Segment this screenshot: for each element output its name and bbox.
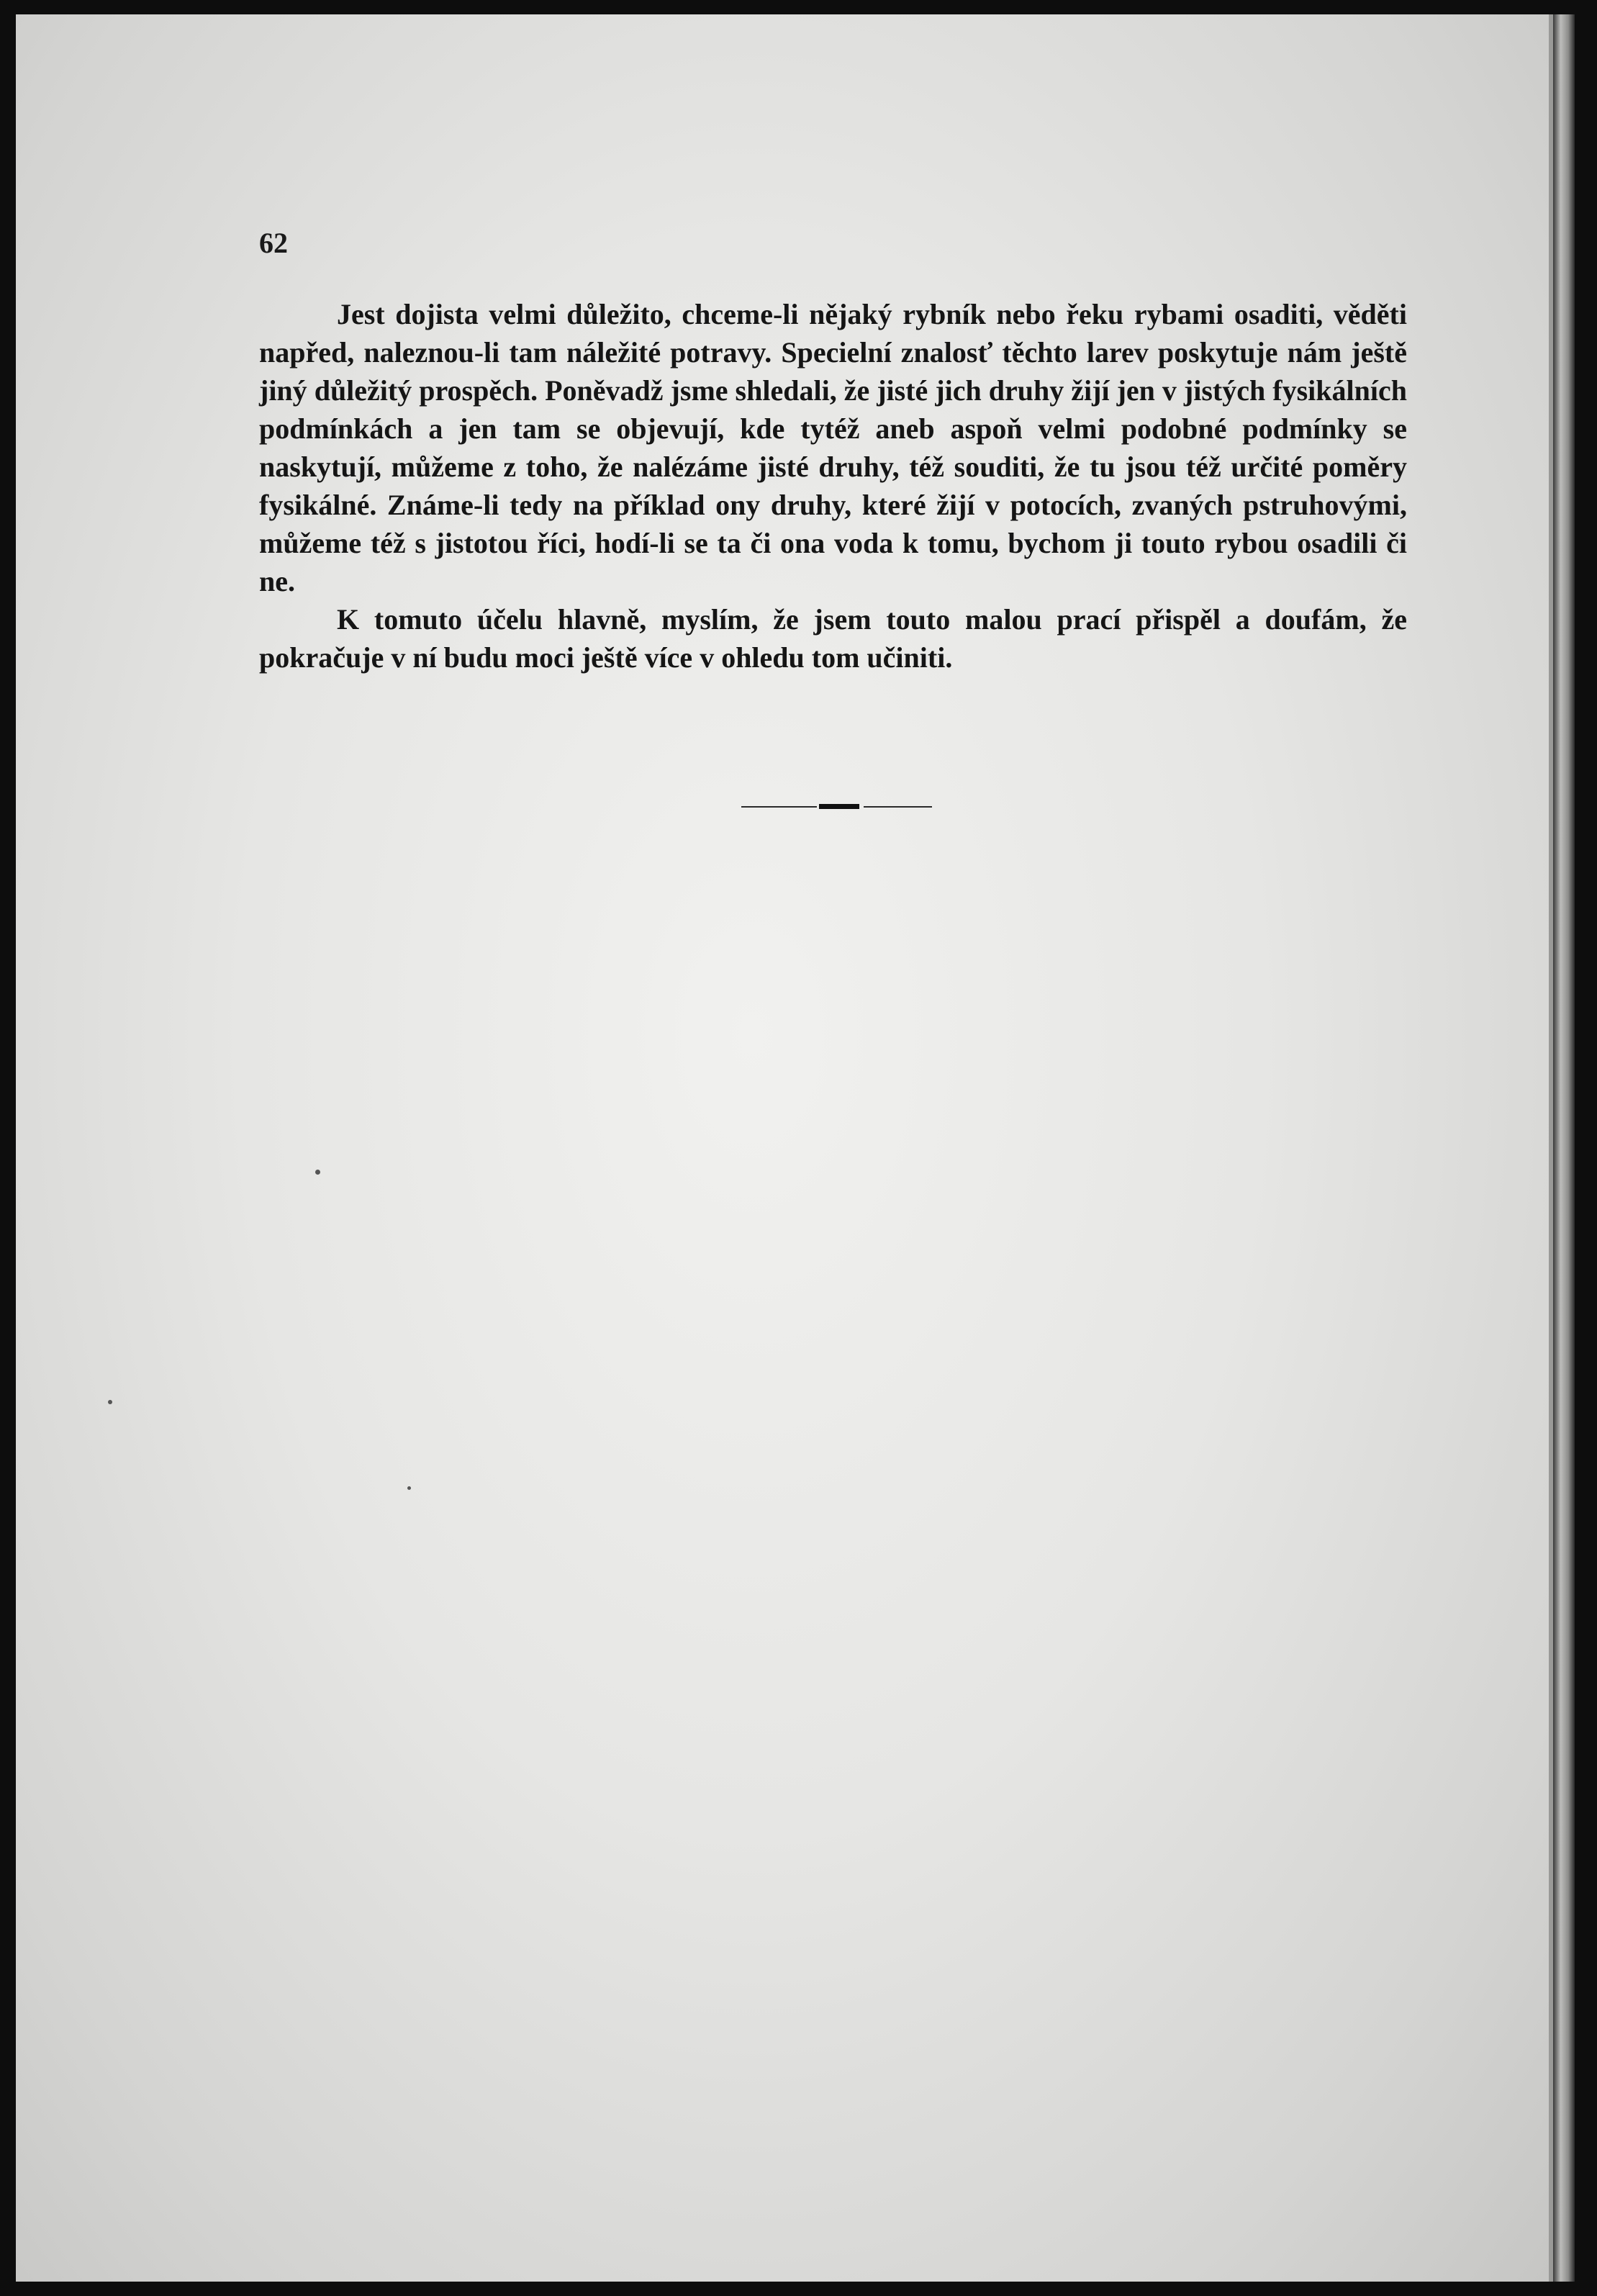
paper-speck xyxy=(108,1400,112,1404)
paragraph-1: Jest dojista velmi důležito, chceme-li nějaký rybník nebo řeku rybami osaditi, věděti napřed, naleznou-li tam náležité potravy. Specielní znalosť těchto larev poskytuje nám ještě jiný důležitý prospěch. Poněvadž jsme shledali, že jisté jich druhy žijí jen v jistých fysikálních podmínkách a jen tam se objevují, kde tytéž aneb aspoň velmi podobné podmínky se naskytují, můžeme z toho, že nalézáme jisté druhy, též souditi, že tu jsou též určité poměry fysikálné. Známe-li tedy na příklad ony druhy, které žijí v potocích, zvaných pstruhovými, můžeme též s jistotou říci, hodí-li se ta či ona voda k tomu, bychom ji touto rybou osadili či ne. xyxy=(259,298,1407,597)
paper-speck xyxy=(315,1170,320,1175)
section-end-ornament xyxy=(741,803,932,811)
body-text xyxy=(259,295,1407,677)
ornament-center-bar xyxy=(819,804,859,809)
page-number: 62 xyxy=(259,227,288,259)
paragraph-2: K tomuto účelu hlavně, myslím, že jsem touto malou prací přispěl a doufám, že pokračuje v ní budu moci ještě více v ohledu tom učiniti. xyxy=(259,603,1407,674)
ornament-left-rule xyxy=(741,806,817,808)
page-edge xyxy=(1553,14,1575,2282)
paper-speck xyxy=(407,1486,411,1490)
ornament-right-rule xyxy=(864,806,932,808)
